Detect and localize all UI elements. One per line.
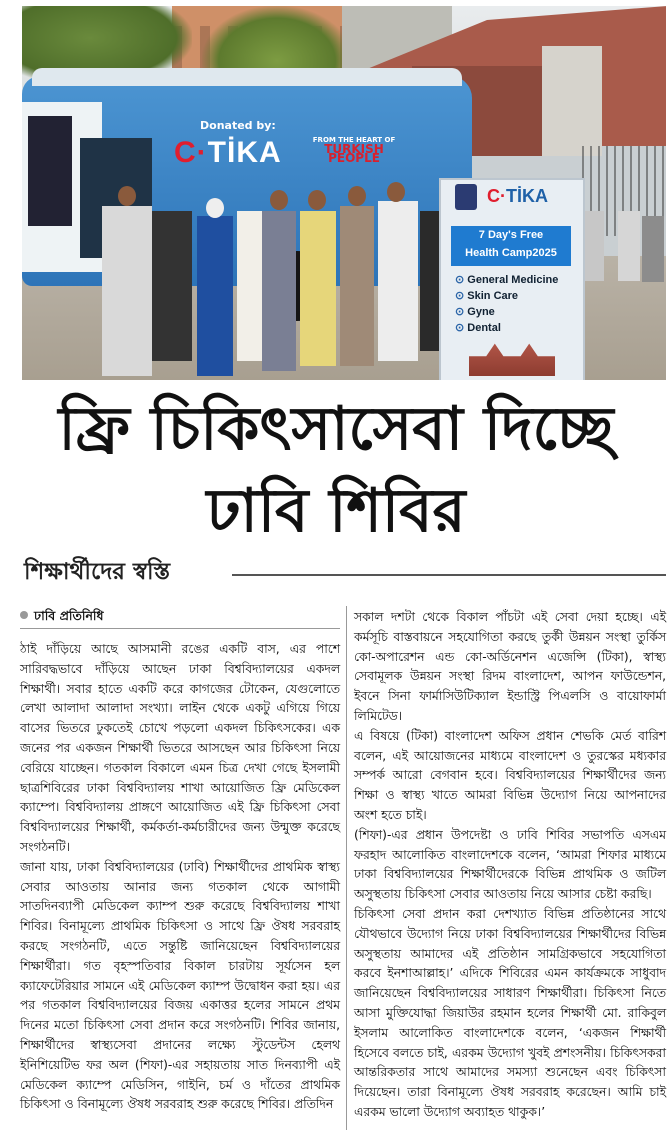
person-head: [348, 186, 366, 206]
person: [378, 201, 418, 361]
byline-dot-icon: [20, 611, 28, 619]
person: [102, 206, 152, 376]
article-paragraph: (শিফা)-এর প্রধান উপদেষ্টা ও ঢাবি শিবির সভাপতি এসএম ফরহাদ আলোকিত বাংলাদেশকে বলেন, ‘আমরা শিফার মাধ্যমে ঢাকা বিশ্ববিদ্যালয়ের শিক্ষার্থীদেরকে বিভিন্ন প্রাথমিক ও জটিল অসুস্থতায় চিকিৎসা সেবার আওতায় নিয়ে আসার চেষ্টা করছি।: [354, 827, 666, 902]
bus-roof: [32, 68, 462, 86]
banner-tika-logo: C·TİKA: [487, 186, 548, 206]
person: [152, 211, 192, 361]
banner-service: ⊙ Gyne: [455, 304, 575, 320]
byline-text: ঢাবি প্রতিনিধি: [34, 608, 104, 623]
person: [300, 211, 336, 366]
du-crest-icon: [455, 184, 477, 210]
person: [262, 211, 296, 371]
person: [197, 216, 233, 376]
banner-camp-box: [451, 226, 571, 266]
person: [642, 216, 664, 282]
article-right-column: [354, 608, 666, 1123]
person-head: [270, 190, 288, 210]
person: [618, 211, 640, 281]
person-head: [308, 190, 326, 210]
banner-service: ⊙ Skin Care: [455, 288, 575, 304]
person: [340, 206, 374, 366]
bus-donated-label: Donated by:: [200, 119, 276, 132]
bus-heart-text: FROM THE HEART OF TURKISH PEOPLE: [312, 136, 396, 165]
bus-windshield: [28, 116, 72, 226]
column-divider: [346, 606, 347, 1130]
bus-tika-logo: C·TİKA: [174, 136, 282, 169]
byline: [20, 608, 340, 628]
curzon-hall-illustration: [469, 340, 555, 376]
byline-rule: [20, 628, 340, 629]
article-left-column: [20, 640, 340, 1115]
banner-service: ⊙ General Medicine: [455, 272, 575, 288]
article-paragraph: এ বিষয়ে (টিকা) বাংলাদেশ অফিস প্রধান শেভকি মের্ত বারিশ বলেন, এই আয়োজনের মাধ্যমে বাংলাদেশ ও তুরস্কের মধ্যকার সম্পর্ক আরো বেগবান হবে। বিশ্ববিদ্যালয়ের শিক্ষার্থীদের জন্য শিক্ষা ও স্বাস্থ্য খাতে আমরা বিভিন্ন উদ্যোগ নিয়ে আপনাদের অংশ হতে চাই।: [354, 728, 666, 822]
news-photo: [22, 6, 666, 380]
banner-line-1: 7 Day's Free: [478, 229, 544, 241]
banner-service: ⊙ Dental: [455, 320, 575, 336]
gate-pillar: [542, 46, 602, 156]
banner-line-2: Health Camp2025: [465, 247, 557, 259]
health-camp-banner: [439, 178, 585, 380]
article-paragraph: চিকিৎসা সেবা প্রদান করা দেশখ্যাত বিভিন্ন প্রতিষ্ঠানের সাথে যৌথভাবে উদ্যোগ নিয়ে ঢাকা বিশ্ববিদ্যালয়ের শিক্ষার্থীদের বিভিন্ন অসুস্থতায় আমাদের এই প্রতিষ্ঠান সামগ্রিকভাবে সহযোগিতা করবে ইনশাআল্লাহ।’ এদিকে শিবিরের এমন কার্যক্রমকে সাধুবাদ জানিয়েছেন বিশ্ববিদ্যালয়ের সাধারণ শিক্ষার্থীরা। চিকিৎসা নিতে আসা মুক্তিযোদ্ধা জিয়াউর রহমান হলের শিক্ষার্থী মো. রাকিবুল ইসলাম আলোকিত বাংলাদেশকে বলেন, ‘একজন শিক্ষার্থী হিসেবে বলতে চাই, এরকম উদ্যোগ খুবই প্রশংসনীয়। চিকিৎসকরা আন্তরিকতার সাথে আমাদের সমস্যা শুনেছেন এবং চিকিৎসা দিয়েছেন। তারা বিনামূল্যে ঔষধ সরবরাহ করেছেন। আমি চাই এরকম ভালো উদ্যোগ অব্যাহত থাকুক।’: [354, 906, 666, 1119]
article-paragraph: সকাল দশটা থেকে বিকাল পাঁচটা এই সেবা দেয়া হচ্ছে। এই কর্মসূচি বাস্তবায়নে সহযোগিতা করছে তুর্কী উন্নয়ন সংস্থা তুর্কিস কো-অপারেশন এন্ড কো-অর্ডিনেশন এজেন্সি (টিকা), স্বাস্থ্য সেবামূলক উন্নয়ন সংস্থা রিদম বাংলাদেশ, আপন ফাউন্ডেশন, ইবনে সিনা ফার্মাসিউটিক্যাল ইন্ডাস্ট্রি পিএলসি ও বায়োফার্মা লিমিটেড।: [354, 610, 666, 723]
subheadline-rule: [232, 574, 666, 576]
subheadline: শিক্ষার্থীদের স্বস্তি: [24, 559, 171, 585]
article-paragraph: ঠাই দাঁড়িয়ে আছে আসমানী রঙের একটি বাস, এর পাশে সারিবদ্ধভাবে দাঁড়িয়ে আছেন ঢাকা বিশ্ববিদ্যালয়ের একদল শিক্ষার্থী। সবার হাতে একটি করে কাগজের টোকেন, যেগুলোতে লেখা আলাদা আলাদা সংখ্যা। লাইন থেকে একটু এগিয়ে গিয়ে বাসের ভিতরে ঢুকতেই চোখে পড়লো একদল চিকিৎসকের। এক জনের পর একজন শিক্ষার্থী ভিতরে আসছেন আর চিকিৎসা নিয়ে বেরিয়ে যাচ্ছেন। গতকাল বিকালে এমন চিত্র দেখা গেছে ইসলামী ছাত্রশিবিরের ঢাকা বিশ্ববিদ্যালয় শাখা আয়োজিত ফ্রি মেডিকেল ক্যাম্পে। বিশ্ববিদ্যালয় প্রাঙ্গণে আয়োজিত এই ফ্রি চিকিৎসা সেবা বিশ্ববিদ্যালয়ের শিক্ষার্থী, কর্মকর্তা-কর্মচারীদের জন্য উন্মুক্ত করেছে সংগঠনটি।: [20, 642, 340, 854]
headline: ফ্রি চিকিৎসাসেবা দিচ্ছে ঢাবি শিবির: [58, 394, 614, 546]
person-head: [206, 198, 224, 218]
banner-services-list: [455, 272, 575, 336]
article-paragraph: জানা যায়, ঢাকা বিশ্ববিদ্যালয়ের (ঢাবি) শিক্ষার্থীদের প্রাথমিক স্বাস্থ্য সেবার আওতায় আনার জন্য গতকাল থেকে আগামী সাতদিনব্যাপী মেডিকেল ক্যাম্প শুরু করেছে বিশ্ববিদ্যালয় শাখা শিবির। বিনামূল্যে প্রাথমিক চিকিৎসা ও সাথে ফ্রি ঔষধ সরবরাহ করছে সংগঠনটি, এতে সন্তুষ্টি জানিয়েছেন বিশ্ববিদ্যালয়ের শিক্ষার্থীরা। গত বৃহস্পতিবার বিকাল চারটায় সূর্যসেন হল ক্যাফেটেরিয়ার সামনে এই মেডিকেল ক্যাম্প উদ্বোধন করা হয়। এর পর গতকাল বিশ্ববিদ্যালয়ের বিজয় একাত্তর হলের সামনে প্রথম দিনের মতো চিকিৎসা সেবা প্রদান করে সংগঠনটি। শিবির জানায়, শিক্ষার্থীদের স্বাস্থ্যসেবা প্রদানের লক্ষ্যে স্টুডেন্টস হেলথ ইনিশিয়েটিভ ফর অল (শিফা)-এর সহায়তায় সাত দিনব্যাপী এই মেডিকেল ক্যাম্পে মেডিসিন, গাইনি, চর্ম ও দাঁতের প্রাথমিক চিকিৎসা ও বিনামূল্যে ঔষধ সরবরাহ শুরু করেছে শিবির। প্রতিদিন: [20, 859, 340, 1112]
person: [582, 211, 604, 281]
person-head: [118, 186, 136, 206]
person-head: [387, 182, 405, 202]
